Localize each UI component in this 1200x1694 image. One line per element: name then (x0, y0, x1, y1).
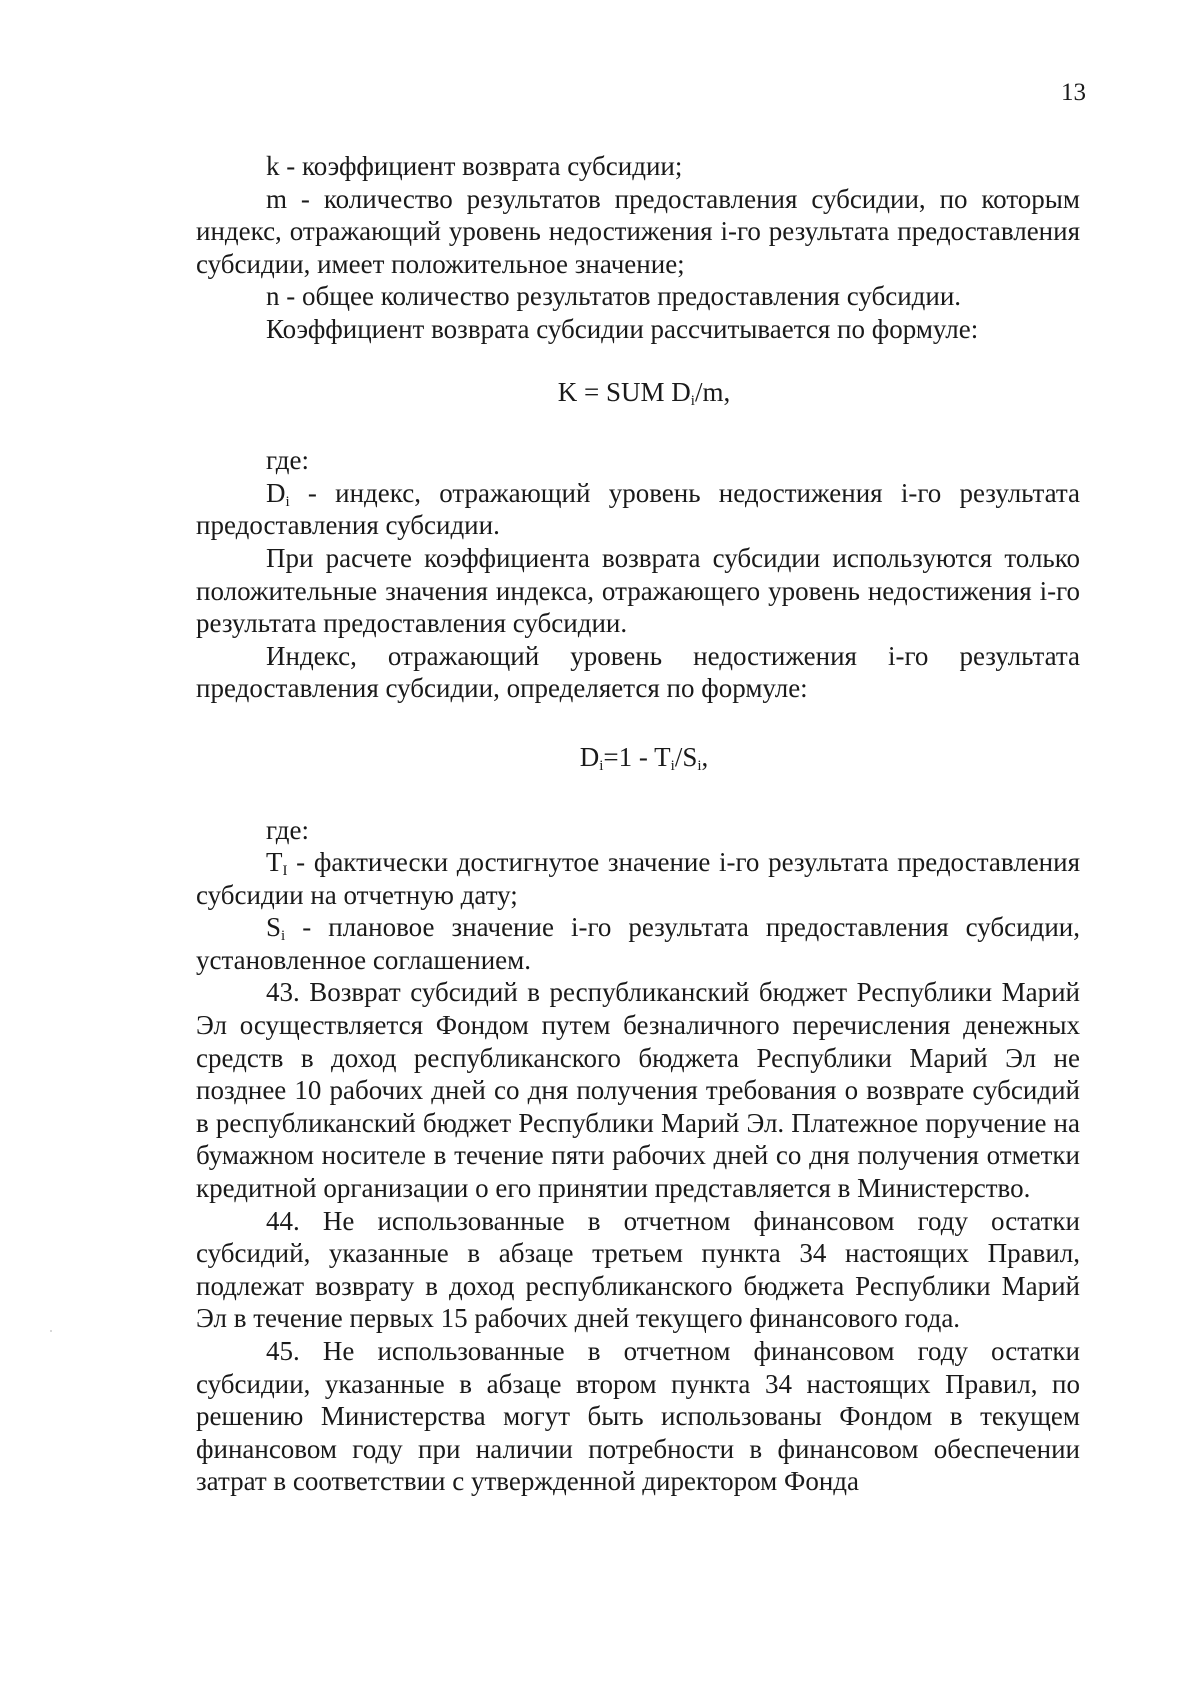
formula-d-sub: i (599, 757, 604, 774)
ti-sub: I (282, 863, 288, 880)
formula-k-rhs: /m, (694, 376, 731, 407)
formula-d (196, 741, 1080, 774)
formula-k-lhs: K = SUM D (557, 376, 691, 407)
clause-45: 45. Не использованные в отчетном финансовом году остатки субсидии, указанные в абзаце втором пункта 34 настоящих Правил, по решению Министерства могут быть использованы Фондом в текущем финансовом году при наличии потребности в финансовом обеспечении затрат в соответствии с утвержденной директором Фонда (196, 1336, 1080, 1497)
definition-m: m - количество результатов предоставления субсидии, по которым индекс, отражающий уровень недостижения i-го результата предоставления субсидии, имеет положительное значение; (196, 183, 1080, 279)
di-sub: i (285, 493, 290, 510)
formula-k-sub: i (690, 392, 695, 409)
formula-t-sub: i (670, 757, 675, 774)
coefficient-intro: Коэффициент возврата субсидии рассчитывается по формуле: (266, 313, 979, 344)
positive-values-note: При расчете коэффициента возврата субсидии используются только положительные значения индекса, отражающего уровень недостижения i-го результата предоставления субсидии. (196, 542, 1080, 639)
clause-43: 43. Возврат субсидий в республиканский бюджет Республики Марий Эл осуществляется Фондом путем безналичного перечисления денежных средств в доход республиканского бюджета Республики Марий Эл не позднее 10 рабочих дней со дня получения требования о возврате субсидий в республиканский бюджет Республики Марий Эл. Платежное поручение на бумажном носителе в течение пяти рабочих дней со дня получения отметки кредитной организации о его принятии представляется в Министерство. (196, 977, 1080, 1204)
si-text: - плановое значение i-го результата предоставления субсидии, установленное соглашением. (196, 912, 1080, 975)
index-intro: Индекс, отражающий уровень недостижения i-го результата предоставления субсидии, определяется по формуле: (196, 640, 1080, 704)
where-label-1: где: (266, 445, 309, 476)
definition-k: k - коэффициент возврата субсидии; (266, 151, 683, 181)
ti-text: - фактически достигнутое значение i-го результата предоставления субсидии на отчетную дату; (196, 847, 1080, 910)
clause-44: 44. Не использованные в отчетном финансовом году остатки субсидий, указанные в абзаце третьем пункта 34 настоящих Правил, подлежат возврату в доход республиканского бюджета Республики Марий Эл в течение первых 15 рабочих дней текущего финансового года. (196, 1205, 1080, 1334)
formula-d-end: , (701, 741, 709, 772)
formula-d-mid: =1 - T (603, 741, 671, 772)
ti-symbol: T (266, 847, 283, 878)
page-number: 13 (1061, 79, 1086, 106)
definition-n: n - общее количество результатов предоставления субсидии. (266, 281, 962, 312)
definition-di (196, 477, 1080, 542)
definition-ti (196, 846, 1080, 911)
si-symbol: S (266, 912, 282, 943)
definition-si (196, 911, 1080, 976)
formula-d-symbol: D (579, 741, 600, 772)
di-symbol: D (266, 477, 286, 508)
formula-d-slash: /S (674, 741, 698, 772)
where-label-2: где: (266, 814, 309, 845)
formula-s-sub: i (697, 757, 702, 774)
di-text: - индекс, отражающий уровень недостижения i-го результата предоставления субсидии. (196, 477, 1080, 541)
page-body (196, 150, 1080, 1498)
formula-k (196, 376, 1080, 409)
scan-mark (50, 1330, 52, 1332)
si-sub: i (281, 928, 286, 945)
